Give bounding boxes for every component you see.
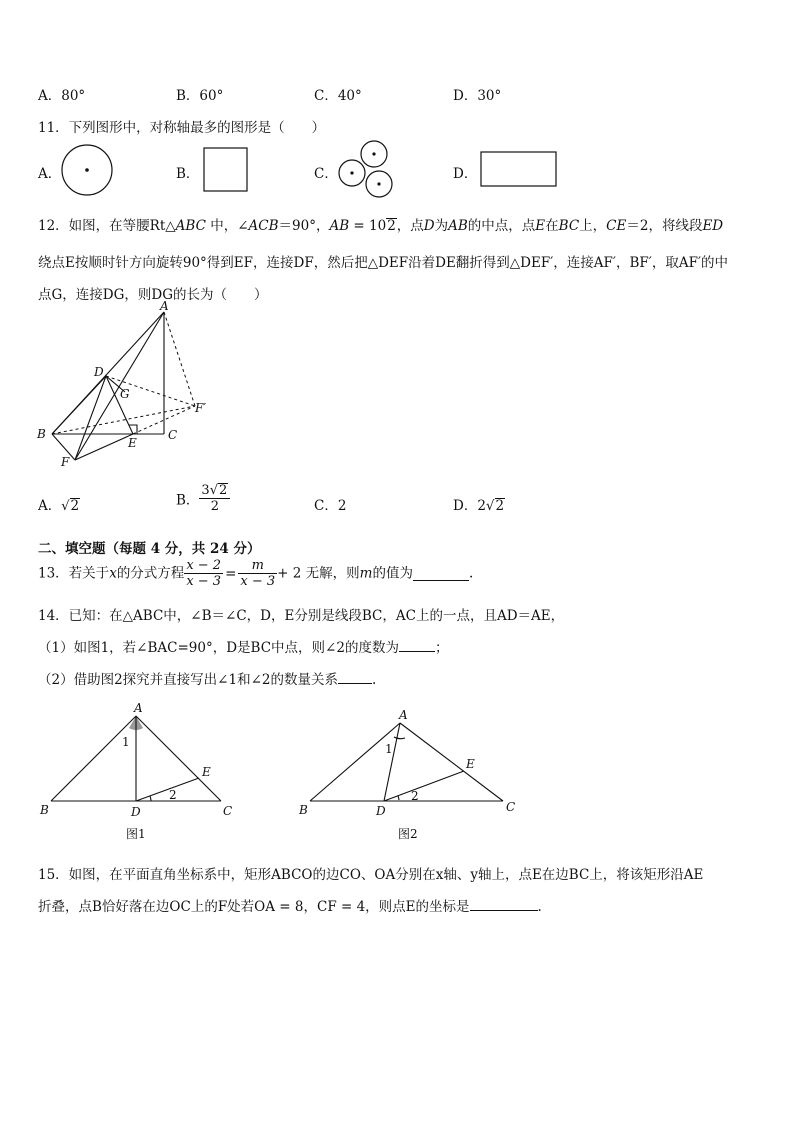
- q14-text: ；: [434, 640, 449, 656]
- q12-text: CE: [606, 218, 627, 234]
- q12-option-b-fraction: $\frac{3√2}{2}$: [199, 483, 230, 514]
- q12-text: 为: [434, 218, 449, 234]
- q12-option-d-radicand: 2: [495, 498, 505, 514]
- q10-option-a: A．80°: [38, 88, 86, 104]
- q11-option-b-label: B．: [176, 166, 200, 182]
- q12-label-a: A: [160, 300, 169, 313]
- q13-fraction-1: [184, 558, 223, 589]
- q14-fig1-label-d: D: [131, 805, 141, 819]
- q12-text: AB: [448, 218, 468, 234]
- q14-answer-blank-2[interactable]: [338, 669, 372, 684]
- option-label: D．: [453, 498, 478, 514]
- q12-option-a-radicand: 2: [70, 498, 80, 514]
- q11-option-d-label: D．: [453, 166, 478, 182]
- q12-label-b: B: [37, 427, 46, 441]
- q12-text: 在: [545, 218, 559, 234]
- q12-geometry-figure: [30, 300, 220, 475]
- q14-text: （2）借助图2探究并直接写出∠1和∠2的数量关系: [38, 672, 338, 688]
- q13-var-x: x: [109, 565, 117, 582]
- q12-label-g: G: [120, 387, 130, 401]
- q12-text: = 10: [349, 218, 387, 234]
- q12-label-d: D: [94, 365, 104, 379]
- q15-line-2: [38, 895, 542, 915]
- q15-text: .: [537, 899, 542, 915]
- q12-text: ABC: [175, 218, 206, 234]
- q12-text: E: [535, 218, 546, 234]
- q12-option-a: A．√2: [38, 498, 80, 514]
- q12-text: BC: [558, 218, 580, 234]
- q12-text: 12．如图，在等腰Rt△: [38, 218, 176, 234]
- q14-fig2-label-e: E: [466, 757, 475, 771]
- q12-label-f-prime: F′: [195, 401, 207, 415]
- q13-answer-blank[interactable]: [413, 566, 469, 581]
- q12-option-d: D．2√2: [453, 498, 505, 514]
- q12-label-c: C: [168, 428, 178, 442]
- q12-text: ACB: [248, 218, 279, 234]
- q12-option-c: C．2: [314, 498, 347, 514]
- q12-label-f: F: [61, 455, 70, 469]
- q12-text: 上，: [579, 218, 607, 234]
- q14-fig2-angle-1: 1: [385, 742, 393, 756]
- q10-option-b: B．60°: [176, 88, 224, 104]
- q12-line-3: 点G，连接DG，则DG的长为（ ）: [38, 287, 268, 303]
- q11-circle-figure: [60, 143, 114, 197]
- fraction-numerator: m: [238, 558, 277, 574]
- q12-text: ED: [702, 218, 724, 234]
- q13-text: + 2 无解，则: [277, 565, 360, 582]
- section-2-heading: 二、填空题（每题 4 分，共 24 分）: [38, 541, 261, 557]
- q12-text: ＝2，将线段: [626, 218, 703, 234]
- q12-option-b: [176, 483, 230, 514]
- q12-text: 的中点，点: [467, 218, 536, 234]
- q11-three-circles-figure: [334, 139, 398, 201]
- q14-text: .: [371, 672, 377, 688]
- fraction-denominator: x − 3: [186, 574, 222, 589]
- q11-rectangle-figure: [480, 151, 558, 189]
- q14-fig2-label-a: A: [399, 708, 408, 722]
- q12-label-e: E: [128, 436, 137, 450]
- q14-figure-2: [296, 704, 524, 846]
- q12-text: 中，∠: [205, 218, 249, 234]
- q13-text: 的值为: [372, 565, 413, 582]
- q14-text: （1）如图1，若∠BAC=90°，D是BC中点，则∠2的度数为: [38, 640, 399, 656]
- q14-fig2-caption: 图2: [398, 827, 418, 841]
- q10-option-d: D．30°: [453, 88, 502, 104]
- q15-text: 折叠，点B恰好落在边OC上的F处若OA = 8，CF = 4，则点E的坐标是: [38, 899, 470, 915]
- q12-option-d-coef: 2: [477, 498, 486, 514]
- fraction-denominator: 2: [210, 499, 219, 514]
- q14-fig1-label-e: E: [202, 765, 211, 779]
- q13-var-m: m: [359, 565, 373, 582]
- q14-fig1-caption: 图1: [126, 827, 146, 841]
- q14-answer-blank-1[interactable]: [399, 637, 435, 652]
- q10-option-c: C．40°: [314, 88, 362, 104]
- q14-fig2-label-c: C: [506, 800, 516, 814]
- q13-text: 的分式方程: [116, 565, 185, 582]
- q14-fig2-angle-2: 2: [411, 789, 419, 803]
- q13-text: 13．若关于: [38, 565, 110, 582]
- q11-stem: 11．下列图形中，对称轴最多的图形是（ ）: [38, 120, 326, 136]
- q13-text: .: [468, 565, 474, 582]
- q13-fraction-2: [238, 558, 277, 589]
- q13-line: [38, 558, 473, 589]
- q14-fig1-label-b: B: [40, 803, 49, 817]
- q12-line-1: [38, 214, 723, 234]
- q12-text: ＝90°，: [278, 218, 330, 234]
- q11-option-c-label: C．: [314, 166, 338, 182]
- q14-line-3: [38, 668, 376, 688]
- q13-equals: =: [225, 565, 237, 582]
- q11-square-figure: [203, 147, 249, 193]
- q12-text: D: [423, 218, 435, 234]
- q12-text: AB: [329, 218, 350, 234]
- q14-figure-1: [36, 698, 244, 846]
- fraction-numerator: x − 2: [186, 558, 222, 573]
- q14-fig2-label-b: B: [299, 803, 308, 817]
- fraction-numerator-coef: 3: [201, 483, 210, 498]
- q14-fig1-angle-1: 1: [122, 735, 130, 749]
- q12-text: ，点: [396, 218, 424, 234]
- q11-option-a-label: A．: [38, 166, 62, 182]
- q14-fig1-angle-2: 2: [169, 788, 177, 802]
- option-label: B．: [176, 492, 200, 509]
- q14-fig1-label-c: C: [223, 804, 233, 818]
- fraction-denominator: x − 3: [240, 574, 276, 589]
- option-label: A．: [38, 498, 62, 514]
- q15-answer-blank[interactable]: [470, 896, 538, 911]
- q14-line-1: 14．已知：在△ABC中，∠B＝∠C，D，E分别是线段BC，AC上的一点，且AD＝AE，: [38, 608, 565, 624]
- fraction-numerator-radicand: 2: [219, 483, 228, 498]
- q14-fig2-label-d: D: [376, 804, 386, 818]
- q12-sqrt: 2: [387, 218, 396, 234]
- q12-line-2: 绕点E按顺时针方向旋转90°得到EF，连接DF，然后把△DEF沿着DE翻折得到△DEF′，连接AF′，BF′，取AF′的中: [38, 255, 729, 271]
- q14-line-2: [38, 636, 448, 656]
- q15-line-1: 15．如图，在平面直角坐标系中，矩形ABCO的边CO、OA分别在x轴、y轴上，点E在边BC上，将该矩形沿AE: [38, 867, 704, 883]
- q14-fig1-label-a: A: [134, 701, 143, 715]
